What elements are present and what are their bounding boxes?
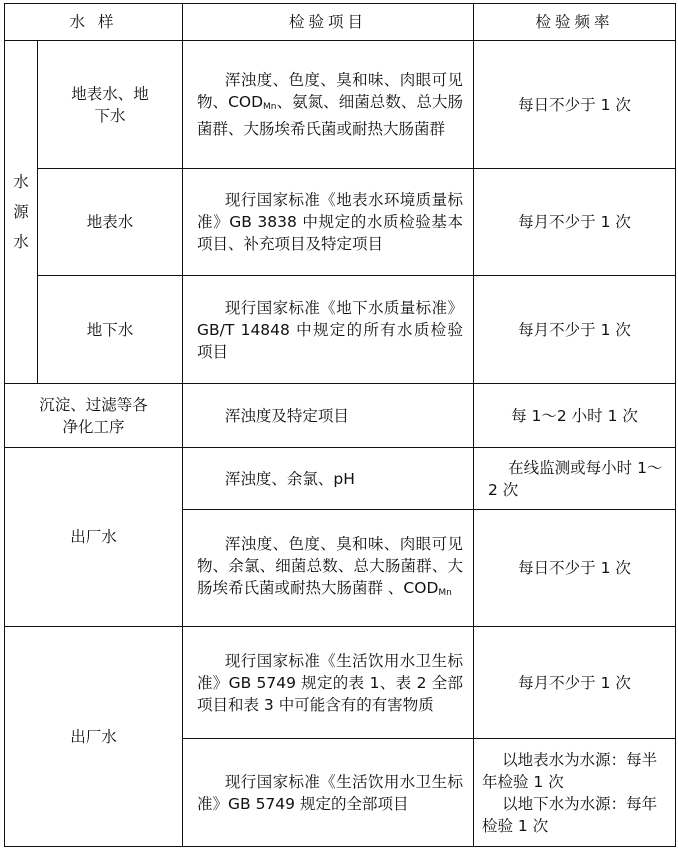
table-row [5, 276, 676, 384]
table-row [5, 627, 676, 739]
sample-cell: 地下水 [38, 276, 183, 384]
items-text: 现行国家标准《生活饮用水卫生标准》GB 5749 规定的表 1、表 2 全部项目和表 3 中可能含有的有害物质 [197, 651, 463, 714]
items-cell [183, 448, 474, 510]
table-row [5, 41, 676, 169]
sample-cell: 出厂水 [5, 448, 183, 627]
table-header-row [5, 4, 676, 41]
items-text: 浑浊度、色度、臭和味、肉眼可见物、COD [197, 71, 463, 111]
frequency-text: 以地下水为水源：每年检验 1 次 [482, 794, 658, 835]
frequency-cell: 每月不少于 1 次 [474, 169, 676, 276]
items-text: 现行国家标准《地表水环境质量标准》GB 3838 中规定的水质检验基本项目、补充项目及特定项目 [197, 191, 463, 253]
frequency-cell: 每月不少于 1 次 [474, 627, 676, 739]
items-cell [183, 169, 474, 276]
header-items: 检验项目 [183, 4, 474, 41]
frequency-cell [474, 739, 676, 847]
items-text: 现行国家标准《地下水质量标准》GB/T 14848 中规定的所有水质检验项目 [197, 298, 463, 361]
group-label-char: 水 [13, 233, 29, 251]
items-cell [183, 384, 474, 448]
sample-cell: 出厂水 [5, 627, 183, 847]
table-row [5, 169, 676, 276]
items-subscript: Mn [263, 102, 277, 112]
items-subscript: Mn [438, 587, 452, 598]
items-text: 、氨氮、细菌总数、总大肠菌群、大肠埃希氏菌或耐热大肠菌群 [197, 93, 463, 138]
header-frequency: 检验频率 [474, 4, 676, 41]
items-cell [183, 276, 474, 384]
frequency-text: 在线监测或每小时 1～2 次 [488, 458, 663, 499]
group-label-char: 源 [13, 203, 29, 221]
items-cell [183, 627, 474, 739]
sample-cell: 地表水、地下水 [38, 41, 183, 169]
table-row [5, 448, 676, 510]
frequency-cell [474, 448, 676, 510]
frequency-text: 以地表水为水源：每半年检验 1 次 [482, 750, 658, 791]
frequency-cell: 每月不少于 1 次 [474, 276, 676, 384]
items-text: 浑浊度、色度、臭和味、肉眼可见物、余氯、细菌总数、总大肠菌群、大肠埃希氏菌或耐热大肠菌群 、COD [197, 534, 463, 597]
sample-cell: 地表水 [38, 169, 183, 276]
sample-cell: 沉淀、过滤等各净化工序 [5, 384, 183, 448]
items-cell [183, 739, 474, 847]
items-text: 现行国家标准《生活饮用水卫生标准》GB 5749 规定的全部项目 [197, 772, 463, 813]
items-cell [183, 510, 474, 627]
table-row [5, 384, 676, 448]
frequency-cell: 每日不少于 1 次 [474, 41, 676, 169]
water-quality-inspection-table [4, 3, 676, 847]
header-sample: 水 样 [5, 4, 183, 41]
water-source-group-label [5, 41, 38, 384]
frequency-cell: 每日不少于 1 次 [474, 510, 676, 627]
frequency-cell: 每 1～2 小时 1 次 [474, 384, 676, 448]
items-cell [183, 41, 474, 169]
items-text: 浑浊度及特定项目 [224, 406, 349, 425]
items-text: 浑浊度、余氯、pH [224, 469, 355, 488]
group-label-char: 水 [13, 173, 29, 191]
